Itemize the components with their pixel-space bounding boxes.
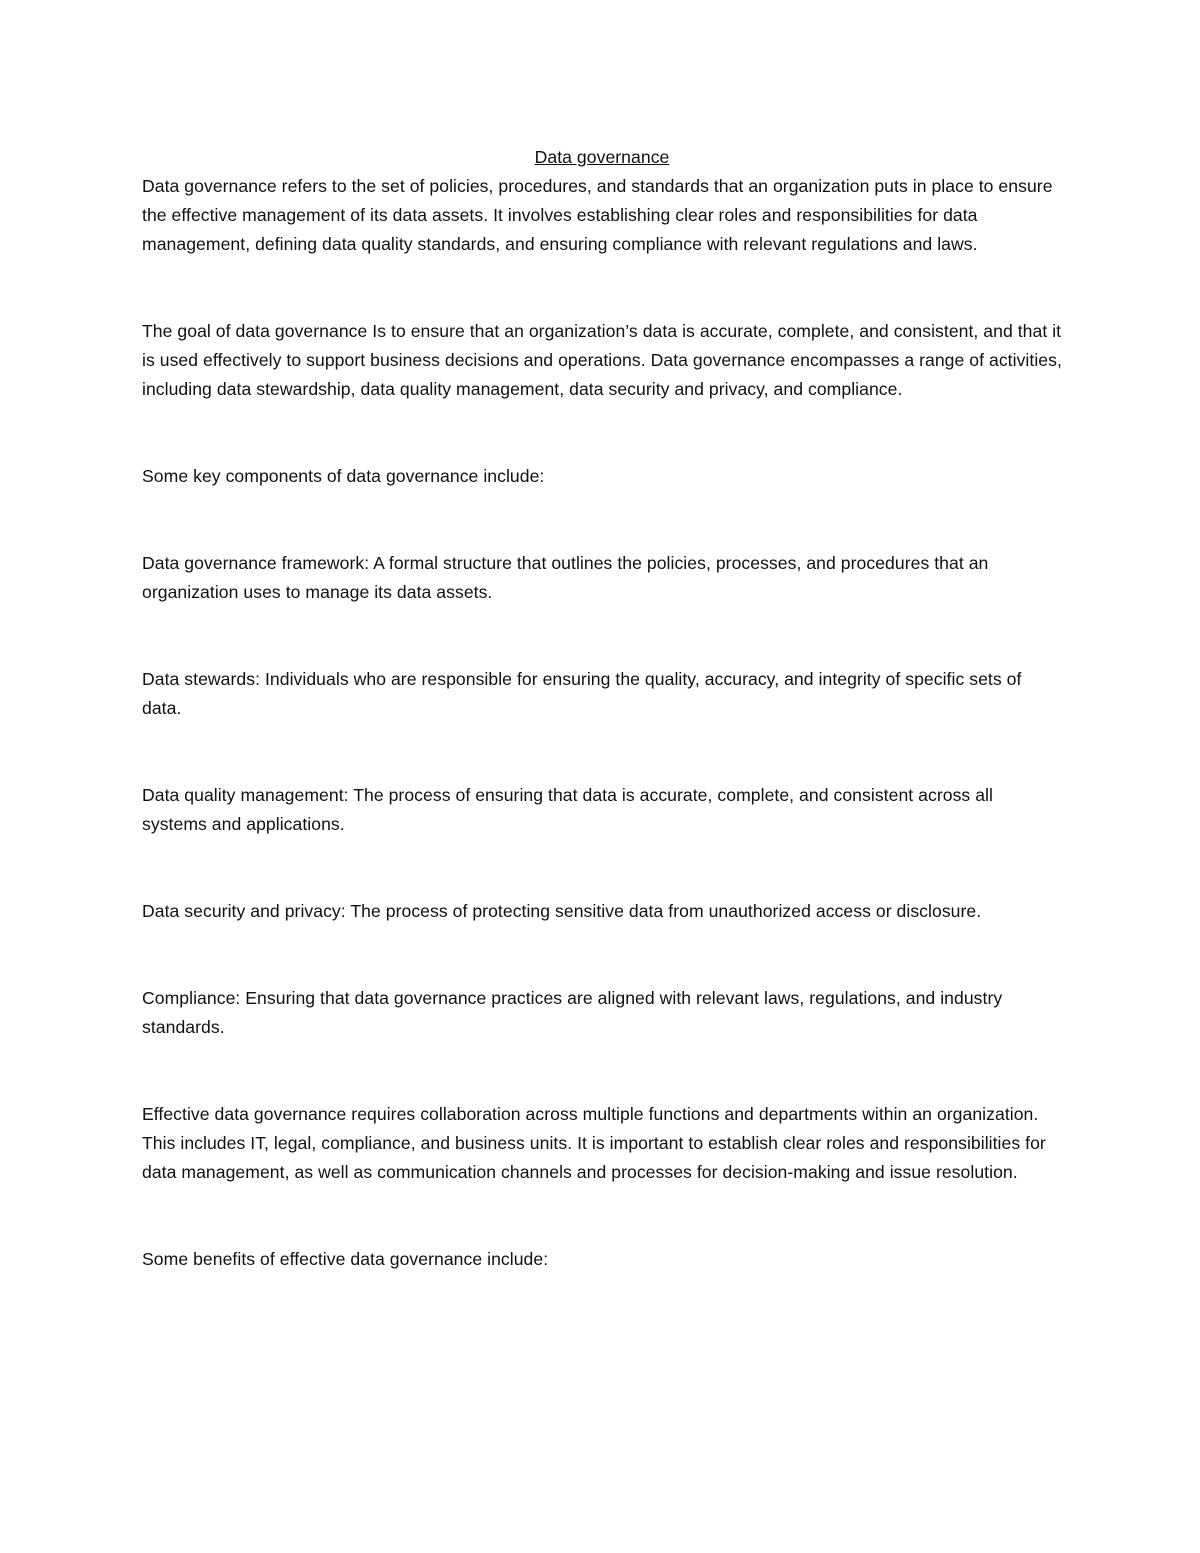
- paragraph-stewards: Data stewards: Individuals who are responsible for ensuring the quality, accuracy, and integrity of specific sets of data.: [142, 669, 1022, 718]
- paragraph-security: Data security and privacy: The process of protecting sensitive data from unauthorized access or disclosure.: [142, 901, 982, 921]
- paragraph-components-intro: Some key components of data governance include:: [142, 466, 545, 486]
- paragraph-framework: Data governance framework: A formal structure that outlines the policies, processes, and procedures that an organization uses to manage its data assets.: [142, 553, 989, 602]
- document-body: [142, 143, 1062, 1274]
- document-title: Data governance: [534, 147, 670, 167]
- paragraph-benefits-intro: Some benefits of effective data governance include:: [142, 1249, 549, 1269]
- paragraph-collaboration: Effective data governance requires collaboration across multiple functions and departments within an organization. This includes IT, legal, compliance, and business units. It is important to establish clear roles and responsibilities for data management, as well as communication channels and processes for decision-making and issue resolution.: [142, 1104, 1046, 1182]
- paragraph-goal: The goal of data governance Is to ensure that an organization’s data is accurate, complete, and consistent, and that it is used effectively to support business decisions and operations. Data governance encompasses a range of activities, including data stewardship, data quality management, data security and privacy, and compliance.: [142, 321, 1062, 399]
- paragraph-quality: Data quality management: The process of ensuring that data is accurate, complete, and consistent across all systems and applications.: [142, 785, 993, 834]
- paragraph-compliance: Compliance: Ensuring that data governance practices are aligned with relevant laws, regulations, and industry standards.: [142, 988, 1003, 1037]
- paragraph-definition: Data governance refers to the set of policies, procedures, and standards that an organization puts in place to ensure the effective management of its data assets. It involves establishing clear roles and responsibilities for data management, defining data quality standards, and ensuring compliance with relevant regulations and laws.: [142, 176, 1053, 254]
